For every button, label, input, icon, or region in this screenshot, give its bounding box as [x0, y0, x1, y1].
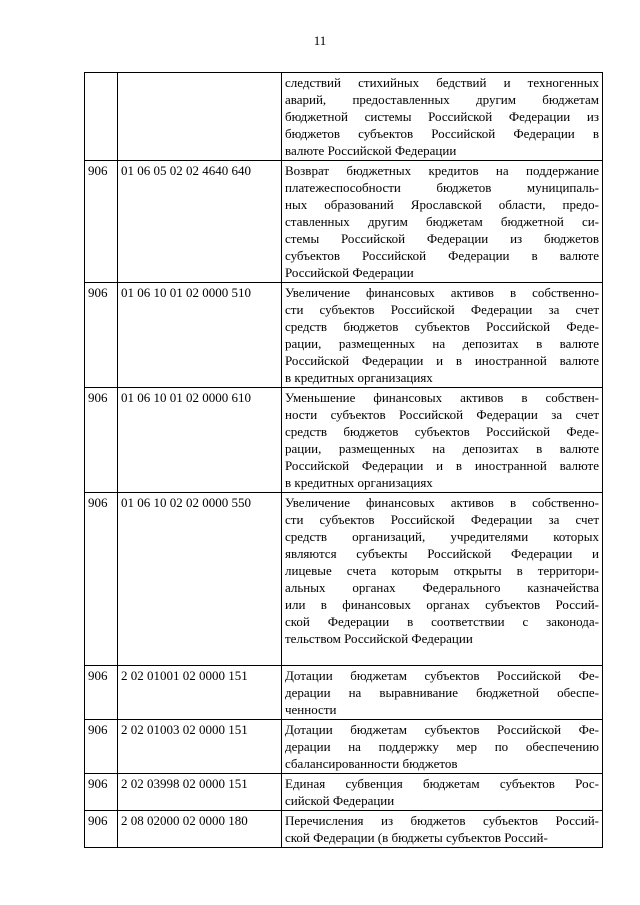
- admin-code-cell: 906: [85, 720, 118, 774]
- description-line: Дотации бюджетам субъектов Российской Фе-: [285, 668, 599, 683]
- description-line: в кредитных организациях: [285, 370, 433, 385]
- table-row: [85, 388, 603, 493]
- table-row: [85, 720, 603, 774]
- budget-code-cell: [118, 73, 282, 161]
- description-line: Увеличение финансовых активов в собственно-: [285, 495, 599, 510]
- description-line: сти субъектов Российской Федерации за счет: [285, 302, 599, 317]
- description-cell: [282, 388, 603, 493]
- table-row: [85, 73, 603, 161]
- description-cell: [282, 720, 603, 774]
- admin-code-cell: 906: [85, 666, 118, 720]
- description-line: следствий стихийных бедствий и техногенных: [285, 75, 599, 90]
- description-line: являются субъекты Российской Федерации и: [285, 546, 599, 561]
- budget-code-cell: 2 02 01003 02 0000 151: [118, 720, 282, 774]
- description-line: [285, 647, 599, 664]
- description-line: в кредитных организациях: [285, 475, 433, 490]
- description-line: Уменьшение финансовых активов в собствен-: [285, 390, 599, 405]
- description-line: платежеспособности бюджетов муниципаль-: [285, 180, 599, 195]
- description-line: ности субъектов Российской Федерации за счет: [285, 407, 599, 422]
- description-line: Российской Федерации: [285, 265, 414, 280]
- description-line: Перечисления из бюджетов субъектов Россий-: [285, 813, 599, 828]
- description-line: аварий, предоставленных другим бюджетам: [285, 92, 599, 107]
- description-line: Российской Федерации и в иностранной валюте: [285, 353, 599, 368]
- table-row: [85, 161, 603, 283]
- table-row: [85, 811, 603, 848]
- budget-code-cell: 2 08 02000 02 0000 180: [118, 811, 282, 848]
- admin-code-cell: 906: [85, 774, 118, 811]
- budget-code-cell: 01 06 05 02 02 4640 640: [118, 161, 282, 283]
- table-row: [85, 493, 603, 666]
- description-line: дерации на поддержку мер по обеспечению: [285, 739, 599, 754]
- admin-code-cell: [85, 73, 118, 161]
- description-line: Единая субвенция бюджетам субъектов Рос-: [285, 776, 599, 791]
- description-cell: [282, 774, 603, 811]
- table-row: [85, 283, 603, 388]
- description-line: ской Федерации (в бюджеты субъектов Россий-: [285, 830, 548, 845]
- page-number: 11: [313, 33, 327, 48]
- description-line: Увеличение финансовых активов в собственно-: [285, 285, 599, 300]
- description-line: валюте Российской Федерации: [285, 143, 457, 158]
- description-line: дерации на выравнивание бюджетной обеспе-: [285, 685, 599, 700]
- description-line: альных органах Федерального казначейства: [285, 580, 599, 595]
- description-line: рации, размещенных на депозитах в валюте: [285, 336, 599, 351]
- budget-code-cell: 01 06 10 01 02 0000 510: [118, 283, 282, 388]
- description-line: субъектов Российской Федерации в валюте: [285, 248, 599, 263]
- description-cell: [282, 666, 603, 720]
- description-line: сти субъектов Российской Федерации за счет: [285, 512, 599, 527]
- description-cell: [282, 73, 603, 161]
- description-line: стемы Российской Федерации из бюджетов: [285, 231, 599, 246]
- admin-code-cell: 906: [85, 283, 118, 388]
- budget-code-cell: 2 02 03998 02 0000 151: [118, 774, 282, 811]
- budget-code-cell: 01 06 10 01 02 0000 610: [118, 388, 282, 493]
- table-body: [85, 73, 603, 848]
- description-line: рации, размещенных на депозитах в валюте: [285, 441, 599, 456]
- table-row: [85, 666, 603, 720]
- description-line: Российской Федерации и в иностранной валюте: [285, 458, 599, 473]
- description-line: или в финансовых органах субъектов Россий-: [285, 597, 599, 612]
- admin-code-cell: 906: [85, 388, 118, 493]
- admin-code-cell: 906: [85, 493, 118, 666]
- description-cell: [282, 811, 603, 848]
- description-line: тельством Российской Федерации: [285, 631, 473, 646]
- description-line: лицевые счета которым открыты в территори-: [285, 563, 599, 578]
- description-line: средств бюджетов субъектов Российской Феде-: [285, 424, 599, 439]
- description-line: сийской Федерации: [285, 793, 395, 808]
- description-line: бюджетной системы Российской Федерации из: [285, 109, 599, 124]
- description-line: Дотации бюджетам субъектов Российской Фе-: [285, 722, 599, 737]
- description-line: средств бюджетов субъектов Российской Феде-: [285, 319, 599, 334]
- description-line: бюджетов субъектов Российской Федерации в: [285, 126, 599, 141]
- description-cell: [282, 493, 603, 666]
- description-line: ставленных другим бюджетам бюджетной си-: [285, 214, 599, 229]
- admin-code-cell: 906: [85, 161, 118, 283]
- description-cell: [282, 161, 603, 283]
- budget-code-cell: 01 06 10 02 02 0000 550: [118, 493, 282, 666]
- admin-code-cell: 906: [85, 811, 118, 848]
- table-row: [85, 774, 603, 811]
- description-line: ных образований Ярославской области, предо-: [285, 197, 599, 212]
- description-line: сбалансированности бюджетов: [285, 756, 458, 771]
- description-line: ченности: [285, 702, 337, 717]
- description-cell: [282, 283, 603, 388]
- description-line: Возврат бюджетных кредитов на поддержание: [285, 163, 599, 178]
- budget-classification-table: [84, 72, 603, 848]
- description-line: средств организаций, учредителями которых: [285, 529, 599, 544]
- budget-code-cell: 2 02 01001 02 0000 151: [118, 666, 282, 720]
- description-line: ской Федерации в соответствии с законода-: [285, 614, 599, 629]
